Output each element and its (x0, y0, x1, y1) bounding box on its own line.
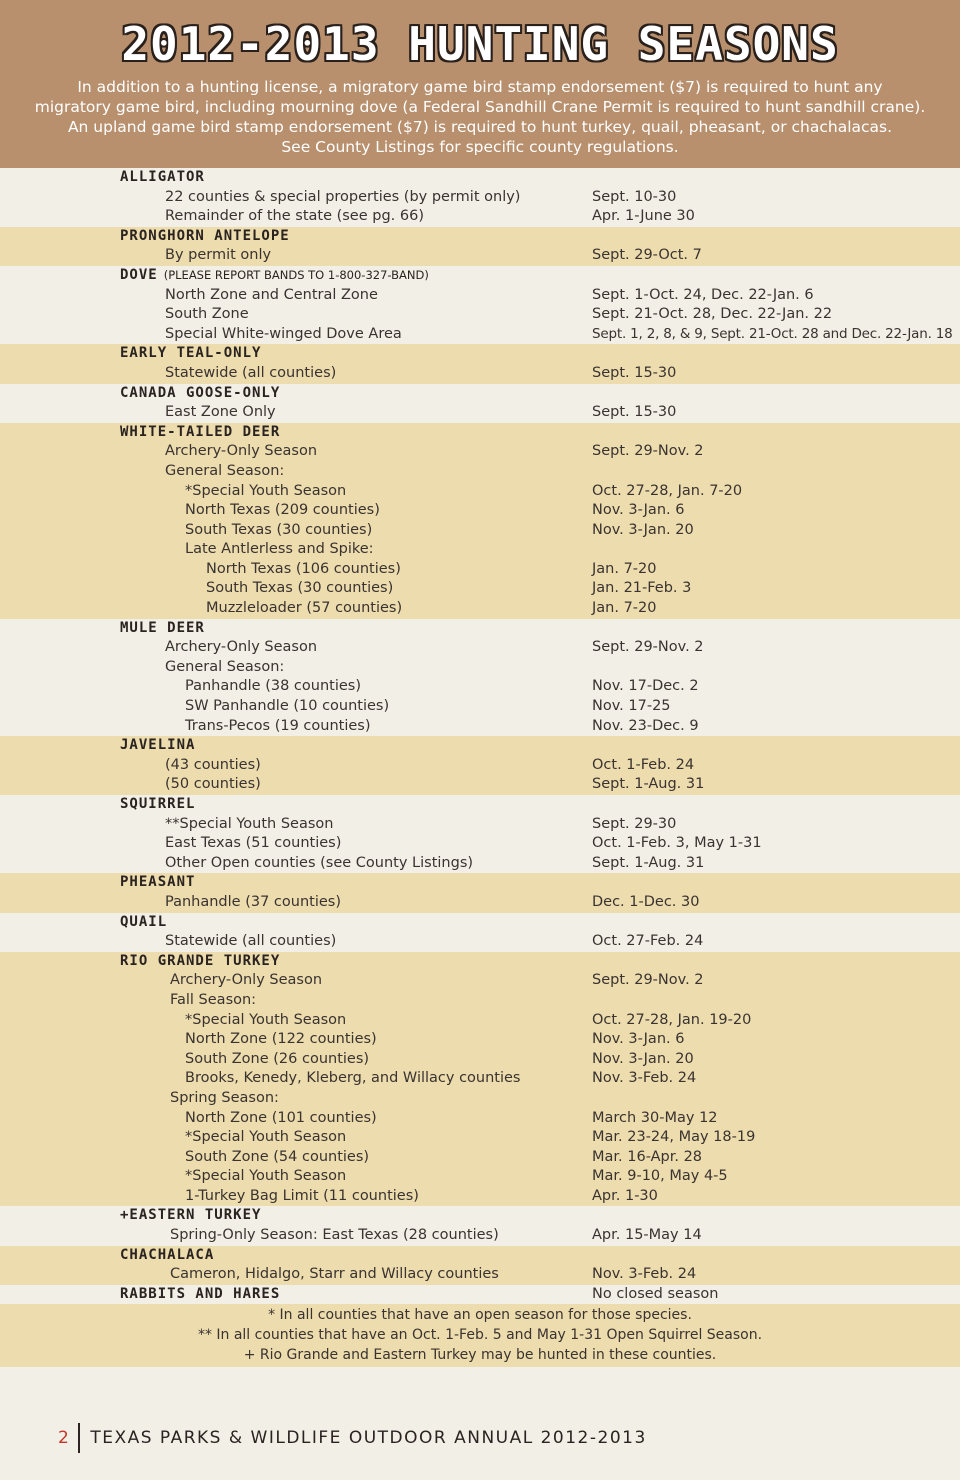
publication-title: TEXAS PARKS & WILDLIFE OUTDOOR ANNUAL 2012-2013 (90, 1428, 647, 1448)
season-row (0, 1187, 960, 1207)
species-note: (PLEASE REPORT BANDS TO 1-800-327-BAND) (163, 267, 429, 282)
season-dates: Jan. 7-20 (592, 600, 657, 617)
species-name-text: CANADA GOOSE-ONLY (120, 384, 281, 401)
species-name-text: PRONGHORN ANTELOPE (120, 227, 290, 244)
season-label: Late Antlerless and Spike: (185, 541, 374, 558)
footnote: * In all counties that have an open season for those species. (268, 1307, 692, 1324)
species-section (0, 913, 960, 952)
species-name-text: RABBITS AND HARES (120, 1285, 281, 1302)
species-name-text: WHITE-TAILED DEER (120, 423, 281, 440)
intro-line: migratory game bird, including mourning dove (a Federal Sandhill Crane Permit is required to hunt sandhill crane). (34, 98, 926, 116)
season-label: Spring Season: (170, 1089, 279, 1106)
season-row (0, 932, 960, 952)
season-label: Other Open counties (see County Listings) (165, 854, 474, 871)
season-label: Panhandle (38 counties) (185, 678, 361, 695)
season-row (0, 1128, 960, 1148)
species-header-row (0, 168, 960, 188)
season-row (0, 560, 960, 580)
season-row (0, 364, 960, 384)
header-banner (0, 0, 960, 168)
species-name (120, 344, 261, 364)
season-row (0, 1050, 960, 1070)
season-label: South Zone (165, 306, 249, 323)
species-header-row (0, 344, 960, 364)
season-dates: Nov. 3-Feb. 24 (592, 1070, 697, 1087)
season-dates: Oct. 1-Feb. 24 (592, 756, 695, 773)
season-label: By permit only (165, 247, 272, 264)
season-label: North Texas (209 counties) (185, 502, 380, 519)
species-name-text: CHACHALACA (120, 1246, 215, 1263)
season-label: South Zone (26 counties) (185, 1050, 370, 1067)
season-row (0, 482, 960, 502)
season-dates: Sept. 29-30 (592, 815, 677, 832)
season-label: Trans-Pecos (19 counties) (185, 717, 371, 734)
season-dates: Sept. 15-30 (592, 404, 677, 421)
season-dates: Oct. 27-28, Jan. 7-20 (592, 482, 743, 499)
season-row (0, 1167, 960, 1187)
season-label: Fall Season: (170, 991, 257, 1008)
species-header-row (0, 384, 960, 404)
season-label: East Texas (51 counties) (165, 835, 342, 852)
season-row (0, 540, 960, 560)
season-label: South Texas (30 counties) (206, 580, 394, 597)
species-section (0, 795, 960, 873)
species-name (120, 619, 205, 639)
species-name-text: JAVELINA (120, 737, 196, 754)
season-label: South Texas (30 counties) (185, 521, 373, 538)
species-section (0, 227, 960, 266)
season-dates: Sept. 29-Nov. 2 (592, 639, 704, 656)
season-label: *Special Youth Season (185, 482, 347, 499)
species-name-text: +EASTERN TURKEY (120, 1207, 262, 1224)
season-row (0, 579, 960, 599)
season-label: **Special Youth Season (165, 815, 334, 832)
season-row (0, 1030, 960, 1050)
footnotes (0, 1304, 960, 1367)
page-footer (58, 1422, 647, 1454)
season-dates: Nov. 3-Feb. 24 (592, 1266, 697, 1283)
footnote: ** In all counties that have an Oct. 1-Feb. 5 and May 1-31 Open Squirrel Season. (197, 1327, 763, 1344)
season-dates: Mar. 9-10, May 4-5 (592, 1168, 728, 1185)
species-section (0, 266, 960, 344)
season-label: Archery-Only Season (165, 443, 318, 460)
season-row (0, 325, 960, 345)
species-header-row (0, 736, 960, 756)
season-label: Archery-Only Season (165, 639, 318, 656)
species-header-row (0, 423, 960, 443)
species-header-row (0, 873, 960, 893)
season-row (0, 756, 960, 776)
season-row (0, 246, 960, 266)
season-row (0, 834, 960, 854)
intro-line: See County Listings for specific county regulations. (281, 138, 679, 156)
season-row (0, 403, 960, 423)
season-row (0, 286, 960, 306)
season-label: East Zone Only (165, 404, 276, 421)
species-header-row (0, 266, 960, 286)
season-label: Statewide (all counties) (165, 933, 337, 950)
species-name (120, 168, 205, 188)
species-header-row (0, 952, 960, 972)
season-row (0, 677, 960, 697)
season-dates: Mar. 23-24, May 18-19 (592, 1129, 756, 1146)
season-label: SW Panhandle (10 counties) (185, 698, 390, 715)
species-section (0, 1285, 960, 1305)
species-header-row (0, 619, 960, 639)
season-label: Statewide (all counties) (165, 364, 337, 381)
intro-line: An upland game bird stamp endorsement ($7) is required to hunt turkey, quail, pheasant, or chachalacas. (67, 118, 893, 136)
season-row (0, 854, 960, 874)
season-dates: Sept. 1-Aug. 31 (592, 776, 705, 793)
species-section (0, 344, 960, 383)
season-row (0, 188, 960, 208)
species-header-row (0, 913, 960, 933)
season-label: Panhandle (37 counties) (165, 893, 341, 910)
season-row (0, 717, 960, 737)
season-label: Special White-winged Dove Area (165, 325, 402, 342)
species-header-row (0, 795, 960, 815)
species-name (120, 913, 167, 933)
season-row (0, 991, 960, 1011)
season-row (0, 1089, 960, 1109)
season-row (0, 1265, 960, 1285)
season-dates: Nov. 17-Dec. 2 (592, 678, 699, 695)
species-header-row (0, 1285, 960, 1305)
season-row (0, 815, 960, 835)
season-dates: March 30-May 12 (592, 1109, 718, 1126)
season-dates: Oct. 27-Feb. 24 (592, 933, 704, 950)
season-row (0, 599, 960, 619)
species-name (120, 873, 195, 893)
season-row (0, 1109, 960, 1129)
species-name (120, 795, 195, 815)
season-label: General Season: (165, 462, 285, 479)
species-section (0, 952, 960, 1207)
footer-divider (78, 1423, 80, 1453)
species-section (0, 423, 960, 619)
season-row (0, 521, 960, 541)
season-row (0, 1226, 960, 1246)
footnote: + Rio Grande and Eastern Turkey may be hunted in these counties. (243, 1346, 717, 1363)
season-dates: Sept. 1, 2, 8, & 9, Sept. 21-Oct. 28 and Dec. 22-Jan. 18 (592, 325, 953, 342)
season-dates: Oct. 27-28, Jan. 19-20 (592, 1011, 752, 1028)
season-dates: Apr. 1-June 30 (592, 208, 695, 225)
season-dates: Jan. 21-Feb. 3 (592, 580, 692, 597)
season-row (0, 501, 960, 521)
species-name-text: ALLIGATOR (120, 169, 205, 185)
species-section (0, 873, 960, 912)
season-label: *Special Youth Season (185, 1129, 347, 1146)
season-row (0, 893, 960, 913)
season-row (0, 207, 960, 227)
season-dates: Sept. 29-Oct. 7 (592, 247, 702, 264)
season-label: General Season: (165, 658, 285, 675)
species-section (0, 168, 960, 227)
season-label: Remainder of the state (see pg. 66) (165, 208, 424, 225)
season-dates: Nov. 3-Jan. 20 (592, 1050, 694, 1067)
season-dates: Oct. 1-Feb. 3, May 1-31 (592, 835, 762, 852)
season-row (0, 971, 960, 991)
season-dates: Nov. 3-Jan. 6 (592, 502, 685, 519)
species-section (0, 1206, 960, 1245)
season-row (0, 462, 960, 482)
species-name-text: MULE DEER (120, 619, 205, 636)
seasons-table (0, 168, 960, 1367)
species-name (120, 736, 195, 756)
season-label: *Special Youth Season (185, 1168, 347, 1185)
season-label: Brooks, Kenedy, Kleberg, and Willacy counties (185, 1070, 521, 1087)
season-dates: Nov. 17-25 (592, 698, 671, 715)
season-dates: Sept. 29-Nov. 2 (592, 972, 704, 989)
species-name-text: DOVE (120, 266, 158, 283)
species-header-row (0, 1206, 960, 1226)
species-name-text: QUAIL (120, 913, 168, 930)
season-row (0, 658, 960, 678)
season-row (0, 1011, 960, 1031)
season-dates: Jan. 7-20 (592, 560, 657, 577)
season-label: 1-Turkey Bag Limit (11 counties) (185, 1187, 419, 1204)
species-section (0, 619, 960, 737)
intro-line: In addition to a hunting license, a migratory game bird stamp endorsement ($7) is required to hunt any (77, 78, 883, 96)
season-dates: Nov. 3-Jan. 20 (592, 521, 694, 538)
species-name-text: PHEASANT (120, 874, 196, 891)
species-name-text: SQUIRREL (120, 796, 196, 812)
species-name (120, 1246, 214, 1266)
season-label: Spring-Only Season: East Texas (28 counties) (170, 1227, 499, 1244)
page-number: 2 (58, 1428, 71, 1448)
season-dates: Apr. 1-30 (592, 1187, 658, 1204)
season-label: North Texas (106 counties) (206, 560, 401, 577)
season-dates: Mar. 16-Apr. 28 (592, 1148, 703, 1165)
season-dates: Sept. 29-Nov. 2 (592, 443, 704, 460)
season-dates: Sept. 10-30 (592, 188, 677, 205)
species-header-row (0, 227, 960, 247)
species-section (0, 1246, 960, 1285)
season-dates: Nov. 3-Jan. 6 (592, 1031, 685, 1048)
species-name (120, 1285, 280, 1305)
season-row (0, 305, 960, 325)
season-row (0, 775, 960, 795)
intro-text (20, 77, 940, 157)
season-row (0, 442, 960, 462)
season-label: North Zone and Central Zone (165, 286, 378, 303)
season-row (0, 638, 960, 658)
season-dates: Apr. 15-May 14 (592, 1227, 702, 1244)
species-name (120, 384, 280, 404)
season-label: (50 counties) (165, 776, 261, 793)
species-section (0, 384, 960, 423)
season-dates: Dec. 1-Dec. 30 (592, 893, 700, 910)
species-header-row (0, 1246, 960, 1266)
species-section (0, 736, 960, 795)
species-name-text: RIO GRANDE TURKEY (120, 952, 281, 969)
season-label: South Zone (54 counties) (185, 1148, 370, 1165)
species-name (120, 266, 429, 286)
season-label: *Special Youth Season (185, 1011, 347, 1028)
season-dates: Sept. 1-Aug. 31 (592, 854, 705, 871)
season-row (0, 1069, 960, 1089)
species-name-text: EARLY TEAL-ONLY (120, 345, 262, 362)
season-row (0, 697, 960, 717)
season-dates: No closed season (592, 1285, 719, 1302)
species-name (120, 227, 290, 247)
season-dates: Nov. 23-Dec. 9 (592, 717, 699, 734)
season-row (0, 1148, 960, 1168)
season-dates: Sept. 21-Oct. 28, Dec. 22-Jan. 22 (592, 306, 833, 323)
season-label: 22 counties & special properties (by permit only) (165, 188, 521, 205)
page-title: 2012-2013 HUNTING SEASONS (121, 17, 839, 71)
species-name (120, 423, 280, 443)
species-name (120, 952, 280, 972)
season-label: Muzzleloader (57 counties) (206, 600, 403, 617)
season-dates: Sept. 15-30 (592, 364, 677, 381)
season-label: (43 counties) (165, 756, 261, 773)
season-label: Archery-Only Season (170, 972, 323, 989)
season-label: North Zone (101 counties) (185, 1109, 377, 1126)
season-label: Cameron, Hidalgo, Starr and Willacy counties (170, 1266, 499, 1283)
season-dates: Sept. 1-Oct. 24, Dec. 22-Jan. 6 (592, 286, 814, 303)
species-name (120, 1206, 261, 1226)
season-label: North Zone (122 counties) (185, 1031, 377, 1048)
